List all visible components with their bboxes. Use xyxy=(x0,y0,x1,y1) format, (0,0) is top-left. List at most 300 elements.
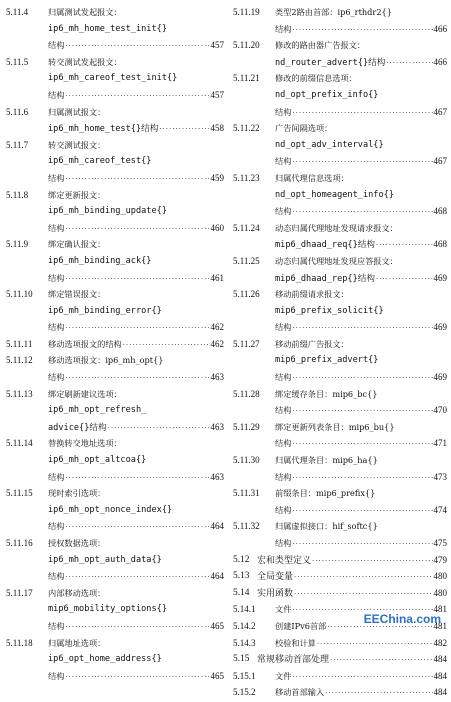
page-number: 464 xyxy=(210,571,224,582)
toc-line xyxy=(233,369,447,386)
toc-code-name: mip6_prefix_solicit{} xyxy=(275,305,384,316)
toc-number: 5.11.17 xyxy=(6,587,33,598)
toc-entry xyxy=(6,54,224,104)
toc-leader-label: 移动选项报文的结构 xyxy=(48,338,122,349)
toc-title: 绑定刷新建议选项： xyxy=(48,388,122,399)
toc-number: 5.11.22 xyxy=(233,123,260,134)
page-number: 463 xyxy=(210,421,224,432)
toc-line xyxy=(6,303,224,320)
toc-leader-label: 结构 xyxy=(48,471,65,482)
page-number: 466 xyxy=(433,23,447,34)
page-number: 481 xyxy=(433,604,447,615)
page-number: 463 xyxy=(210,471,224,482)
toc-line xyxy=(6,270,224,287)
dot-leader xyxy=(376,237,433,254)
dot-leader xyxy=(292,105,432,122)
toc-title: 归属测试发起报文： xyxy=(48,7,122,17)
toc-number: 5.11.14 xyxy=(6,438,33,449)
toc-line xyxy=(233,552,447,569)
dot-leader xyxy=(65,271,209,288)
toc-line xyxy=(233,286,447,303)
toc-entry xyxy=(233,286,447,336)
dot-leader xyxy=(65,669,209,686)
toc-code-name: nd_opt_adv_interval{} xyxy=(275,139,384,150)
toc-title: 转交测试发起报文： xyxy=(48,56,122,67)
toc-entry xyxy=(6,535,224,585)
toc-entry xyxy=(6,286,224,336)
toc-line xyxy=(6,104,224,121)
toc-line xyxy=(6,153,224,170)
dot-leader xyxy=(292,669,432,686)
toc-line xyxy=(233,236,447,253)
toc-entry xyxy=(6,635,224,685)
page-number: 470 xyxy=(433,405,447,416)
toc-title: 绑定更新报文： xyxy=(48,189,106,200)
toc-code-name: ip6_mh_careof_test_init{} xyxy=(48,73,178,84)
toc-line xyxy=(233,336,447,353)
dot-leader xyxy=(292,503,432,520)
dot-leader xyxy=(65,619,209,636)
toc-title: 内部移动选项： xyxy=(48,587,106,598)
dot-leader xyxy=(65,470,209,487)
toc-leader-label: 常规移动首部处理 xyxy=(257,655,330,666)
dot-leader xyxy=(325,685,432,702)
toc-title: 替换转交地址选项： xyxy=(48,438,122,449)
toc-code-name: mip6_mobility_options{} xyxy=(48,604,167,615)
toc-line xyxy=(6,54,224,71)
toc-line xyxy=(6,635,224,652)
toc-number: 5.11.32 xyxy=(233,521,260,532)
toc-line xyxy=(233,319,447,336)
toc-line xyxy=(233,187,447,204)
watermark-text: EEChina.com xyxy=(363,612,441,626)
page-number: 463 xyxy=(210,372,224,383)
toc-leader-label: 结构 xyxy=(48,372,65,383)
toc-leader-label: mip6_dhaad_rep{}结构 xyxy=(275,273,375,284)
toc-entry xyxy=(233,651,447,668)
page-number: 473 xyxy=(433,471,447,482)
toc-number: 5.11.30 xyxy=(233,455,260,466)
toc-entry xyxy=(6,585,224,635)
page-number: 457 xyxy=(210,89,224,100)
toc-entry xyxy=(6,236,224,286)
toc-entry xyxy=(233,253,447,286)
page-number: 469 xyxy=(433,372,447,383)
toc-number: 5.11.15 xyxy=(6,488,33,499)
toc-line xyxy=(6,187,224,204)
toc-title: 移动前缀广告报文： xyxy=(275,338,349,349)
toc-number: 5.11.16 xyxy=(6,538,33,548)
toc-line xyxy=(6,535,224,552)
toc-number: 5.11.24 xyxy=(233,222,260,233)
toc-entry xyxy=(233,585,447,602)
page-number: 465 xyxy=(210,620,224,631)
toc-line xyxy=(6,137,224,154)
toc-number: 5.11.4 xyxy=(6,7,29,17)
toc-line xyxy=(6,618,224,635)
toc-line xyxy=(233,402,447,419)
page-number: 475 xyxy=(433,538,447,548)
toc-number: 5.11.12 xyxy=(6,355,33,366)
toc-title: 修改的路由器广告报文： xyxy=(275,40,366,51)
page-number: 468 xyxy=(433,239,447,250)
toc-line xyxy=(233,435,447,452)
toc-line xyxy=(6,601,224,618)
toc-title: 绑定更新列表条目：mip6_bu{} xyxy=(275,421,395,432)
toc-line xyxy=(6,668,224,685)
toc-line xyxy=(233,203,447,220)
toc-line xyxy=(233,452,447,469)
page-number: 457 xyxy=(210,40,224,51)
page-number: 484 xyxy=(433,670,447,681)
toc-entry xyxy=(233,668,447,685)
toc-column-right xyxy=(233,4,447,701)
page-number: 462 xyxy=(210,322,224,333)
toc-title: 绑定确认报文： xyxy=(48,239,106,250)
toc-line xyxy=(233,87,447,104)
toc-title: 修改的前缀信息选项： xyxy=(275,73,357,84)
toc-leader-label: 文件 xyxy=(275,670,292,681)
toc-line xyxy=(233,585,447,602)
toc-line xyxy=(233,54,447,71)
toc-line xyxy=(6,386,224,403)
toc-entry xyxy=(6,4,224,54)
toc-code-name: ip6_mh_opt_altcoa{} xyxy=(48,455,147,466)
toc-line xyxy=(233,568,447,585)
page-number: 482 xyxy=(433,637,447,648)
toc-leader-label: 结构 xyxy=(275,322,292,333)
toc-line xyxy=(233,270,447,287)
dot-leader xyxy=(65,320,209,337)
toc-code-name: ip6_mh_binding_error{} xyxy=(48,305,162,316)
toc-line xyxy=(6,253,224,270)
toc-title: 动态归属代理地址发现请求报文： xyxy=(275,222,398,233)
toc-title: 移动前缀请求报文： xyxy=(275,289,349,300)
toc-leader-label: 实用函数 xyxy=(257,588,294,599)
toc-entry xyxy=(233,386,447,419)
toc-line xyxy=(233,253,447,270)
page-number: 469 xyxy=(433,322,447,333)
toc-number: 5.11.25 xyxy=(233,255,260,266)
toc-entry xyxy=(6,485,224,535)
toc-line xyxy=(6,336,224,353)
toc-entry xyxy=(233,170,447,220)
page-number: 467 xyxy=(433,156,447,167)
toc-entry xyxy=(233,120,447,170)
page-number: 468 xyxy=(433,206,447,217)
toc-line xyxy=(6,419,224,436)
dot-leader xyxy=(292,320,432,337)
toc-line xyxy=(6,286,224,303)
toc-number: 5.11.7 xyxy=(6,139,29,150)
dot-leader xyxy=(292,22,432,39)
toc-number: 5.14.3 xyxy=(233,637,256,648)
toc-leader-label: advice{}结构 xyxy=(48,422,107,433)
toc-title: 归属测试报文： xyxy=(48,106,106,117)
toc-leader-label: 结构 xyxy=(48,222,65,233)
page-number: 479 xyxy=(433,554,447,565)
toc-line xyxy=(233,153,447,170)
page-number: 462 xyxy=(210,338,224,349)
toc-title: 转交测试报文： xyxy=(48,139,106,150)
dot-leader xyxy=(65,171,209,188)
dot-leader xyxy=(65,221,209,238)
toc-number: 5.11.10 xyxy=(6,289,33,300)
dot-leader xyxy=(386,55,432,72)
toc-title: 类型2路由首部：ip6_rthdr2{} xyxy=(275,7,392,17)
toc-leader-label: 结构 xyxy=(275,106,292,117)
page-number: 474 xyxy=(433,504,447,515)
dot-leader xyxy=(292,436,432,453)
page-number: 464 xyxy=(210,521,224,532)
toc-line xyxy=(6,469,224,486)
toc-title: 绑定错误报文： xyxy=(48,289,106,300)
toc-number: 5.11.31 xyxy=(233,488,260,499)
page-number: 484 xyxy=(433,654,447,665)
toc-line xyxy=(6,435,224,452)
toc-number: 5.13 xyxy=(233,571,250,582)
toc-line xyxy=(6,70,224,87)
dot-leader xyxy=(376,271,433,288)
dot-leader xyxy=(65,569,209,586)
toc-entry xyxy=(6,336,224,353)
toc-leader-label: 结构 xyxy=(275,405,292,416)
toc-leader-label: 结构 xyxy=(48,89,65,100)
toc-line xyxy=(233,37,447,54)
toc-code-name: ip6_opt_home_address{} xyxy=(48,654,162,665)
dot-leader xyxy=(330,652,432,669)
toc-leader-label: 结构 xyxy=(48,521,65,532)
toc-line xyxy=(233,684,447,701)
page-number: 459 xyxy=(210,172,224,183)
dot-leader xyxy=(65,88,209,105)
dot-leader xyxy=(294,569,432,586)
toc-line xyxy=(233,137,447,154)
toc-number: 5.11.19 xyxy=(233,7,260,17)
toc-line xyxy=(6,452,224,469)
toc-line xyxy=(233,469,447,486)
toc-entry xyxy=(6,435,224,485)
toc-entry xyxy=(6,137,224,187)
toc-line xyxy=(233,668,447,685)
dot-leader xyxy=(65,370,209,387)
toc-line xyxy=(233,70,447,87)
toc-code-name: mip6_prefix_advert{} xyxy=(275,355,379,366)
toc-line xyxy=(6,485,224,502)
toc-title: 归属虚拟接口：hif_softc{} xyxy=(275,521,378,532)
toc-leader-label: mip6_dhaad_req{}结构 xyxy=(275,240,375,251)
toc-line xyxy=(233,419,447,436)
toc-line xyxy=(233,170,447,187)
toc-leader-label: 结构 xyxy=(275,471,292,482)
page-number: 480 xyxy=(433,571,447,582)
dot-leader xyxy=(317,636,433,653)
toc-leader-label: 结构 xyxy=(48,272,65,283)
page-number: 466 xyxy=(433,56,447,67)
toc-leader-label: 结构 xyxy=(275,504,292,515)
toc-leader-label: 结构 xyxy=(48,670,65,681)
toc-leader-label: 文件 xyxy=(275,604,292,615)
dot-leader xyxy=(292,470,432,487)
dot-leader xyxy=(65,38,209,55)
toc-number: 5.14 xyxy=(233,587,250,598)
toc-line xyxy=(233,220,447,237)
toc-entry xyxy=(233,684,447,701)
toc-entry xyxy=(233,635,447,652)
dot-leader xyxy=(312,553,432,570)
toc-line xyxy=(233,4,447,21)
toc-leader-label: ip6_mh_home_test{}结构 xyxy=(48,124,159,135)
toc-number: 5.11.13 xyxy=(6,388,33,399)
toc-line xyxy=(6,4,224,21)
toc-column-left xyxy=(6,4,224,684)
toc-entry xyxy=(233,485,447,518)
toc-leader-label: 宏和类型定义 xyxy=(257,555,312,566)
toc-number: 5.11.28 xyxy=(233,388,260,399)
toc-title: 现时索引选项： xyxy=(48,488,106,499)
toc-line xyxy=(6,568,224,585)
toc-title: 前缀条目：mip6_prefix{} xyxy=(275,488,376,499)
toc-leader-label: 结构 xyxy=(48,571,65,582)
toc-line xyxy=(233,535,447,552)
toc-entry xyxy=(233,220,447,253)
toc-entry xyxy=(233,568,447,585)
toc-title: 归属代理条目：mip6_ha{} xyxy=(275,455,378,466)
toc-entry xyxy=(6,104,224,137)
toc-number: 5.11.29 xyxy=(233,421,260,432)
toc-line xyxy=(233,352,447,369)
toc-number: 5.11.18 xyxy=(6,637,33,648)
toc-line xyxy=(233,21,447,38)
toc-leader-label: 结构 xyxy=(275,372,292,383)
toc-code-name: ip6_mh_binding_update{} xyxy=(48,206,167,217)
toc-leader-label: 结构 xyxy=(275,23,292,34)
page-number: 480 xyxy=(433,587,447,598)
toc-line xyxy=(233,518,447,535)
dot-leader xyxy=(159,121,209,138)
toc-entry xyxy=(233,70,447,120)
dot-leader xyxy=(292,536,432,553)
toc-line xyxy=(6,585,224,602)
toc-entry xyxy=(6,386,224,436)
dot-leader xyxy=(292,154,432,171)
toc-line xyxy=(6,87,224,104)
toc-leader-label: 结构 xyxy=(48,172,65,183)
toc-number: 5.15.1 xyxy=(233,670,256,681)
dot-leader xyxy=(123,337,210,354)
toc-leader-label: 结构 xyxy=(275,438,292,449)
toc-line xyxy=(6,552,224,569)
dot-leader xyxy=(65,519,209,536)
page-number: 465 xyxy=(210,670,224,681)
toc-entry xyxy=(233,518,447,551)
toc-leader-label: 结构 xyxy=(275,156,292,167)
toc-line xyxy=(6,518,224,535)
toc-number: 5.11.9 xyxy=(6,239,29,250)
toc-line xyxy=(6,236,224,253)
toc-number: 5.11.6 xyxy=(6,106,29,117)
page-number: 484 xyxy=(433,687,447,698)
toc-code-name: ip6_mh_opt_auth_data{} xyxy=(48,554,162,565)
toc-line xyxy=(6,502,224,519)
toc-number: 5.14.1 xyxy=(233,604,256,615)
toc-leader-label: 全局变量 xyxy=(257,572,294,583)
page-number: 481 xyxy=(433,620,447,631)
dot-leader xyxy=(292,370,432,387)
toc-line xyxy=(233,502,447,519)
toc-leader-label: 创建IPv6首部 xyxy=(275,620,327,631)
dot-leader xyxy=(292,403,432,420)
toc-number: 5.11.23 xyxy=(233,172,260,183)
page-number: 471 xyxy=(433,438,447,449)
toc-line xyxy=(6,352,224,369)
toc-code-name: ip6_mh_careof_test{} xyxy=(48,156,152,167)
toc-line xyxy=(6,170,224,187)
toc-line xyxy=(233,635,447,652)
toc-title: 动态归属代理地址发现应答报文： xyxy=(275,255,398,266)
toc-title: 归属代理信息选项： xyxy=(275,172,349,183)
toc-leader-label: 结构 xyxy=(275,206,292,217)
toc-entry xyxy=(6,187,224,237)
toc-code-name: ip6_mh_opt_nonce_index{} xyxy=(48,504,173,515)
toc-leader-label: nd_router_advert{}结构 xyxy=(275,57,386,68)
toc-line xyxy=(233,651,447,668)
toc-number: 5.15 xyxy=(233,654,250,665)
toc-line xyxy=(233,104,447,121)
toc-number: 5.11.27 xyxy=(233,338,260,349)
toc-code-name: ip6_mh_home_test_init{} xyxy=(48,23,167,34)
toc-line xyxy=(6,37,224,54)
toc-leader-label: 校验和计算 xyxy=(275,637,316,648)
toc-line xyxy=(6,651,224,668)
toc-number: 5.11.20 xyxy=(233,40,260,51)
toc-number: 5.11.8 xyxy=(6,189,29,200)
toc-entry xyxy=(233,419,447,452)
toc-entry xyxy=(233,4,447,37)
toc-number: 5.12 xyxy=(233,554,250,565)
toc-title: 广告间隔选项： xyxy=(275,123,333,134)
toc-line xyxy=(6,120,224,137)
toc-line xyxy=(233,485,447,502)
toc-line xyxy=(6,319,224,336)
dot-leader xyxy=(294,586,432,603)
toc-number: 5.11.21 xyxy=(233,73,260,84)
toc-code-name: ip6_mh_binding_ack{} xyxy=(48,255,152,266)
toc-code-name: ip6_mh_opt_refresh_ xyxy=(48,405,147,416)
toc-code-name: nd_opt_prefix_info{} xyxy=(275,89,379,100)
toc-line xyxy=(233,120,447,137)
toc-line xyxy=(6,402,224,419)
toc-line xyxy=(6,369,224,386)
toc-title: 移动选项报文：ip6_mh_opt{} xyxy=(48,355,164,366)
toc-line xyxy=(6,203,224,220)
toc-leader-label: 移动首部输入 xyxy=(275,687,325,698)
toc-title: 授权数据选项： xyxy=(48,538,106,548)
page-number: 461 xyxy=(210,272,224,283)
toc-number: 5.11.11 xyxy=(6,338,33,349)
toc-entry xyxy=(233,552,447,569)
toc-number: 5.11.26 xyxy=(233,289,260,300)
toc-leader-label: 结构 xyxy=(275,538,292,548)
toc-code-name: nd_opt_homeagent_info{} xyxy=(275,189,394,200)
toc-entry xyxy=(233,37,447,70)
toc-number: 5.15.2 xyxy=(233,687,256,698)
page-number: 467 xyxy=(433,106,447,117)
toc-line xyxy=(233,386,447,403)
toc-number: 5.11.5 xyxy=(6,56,29,67)
toc-leader-label: 结构 xyxy=(48,40,65,51)
dot-leader xyxy=(292,204,432,221)
